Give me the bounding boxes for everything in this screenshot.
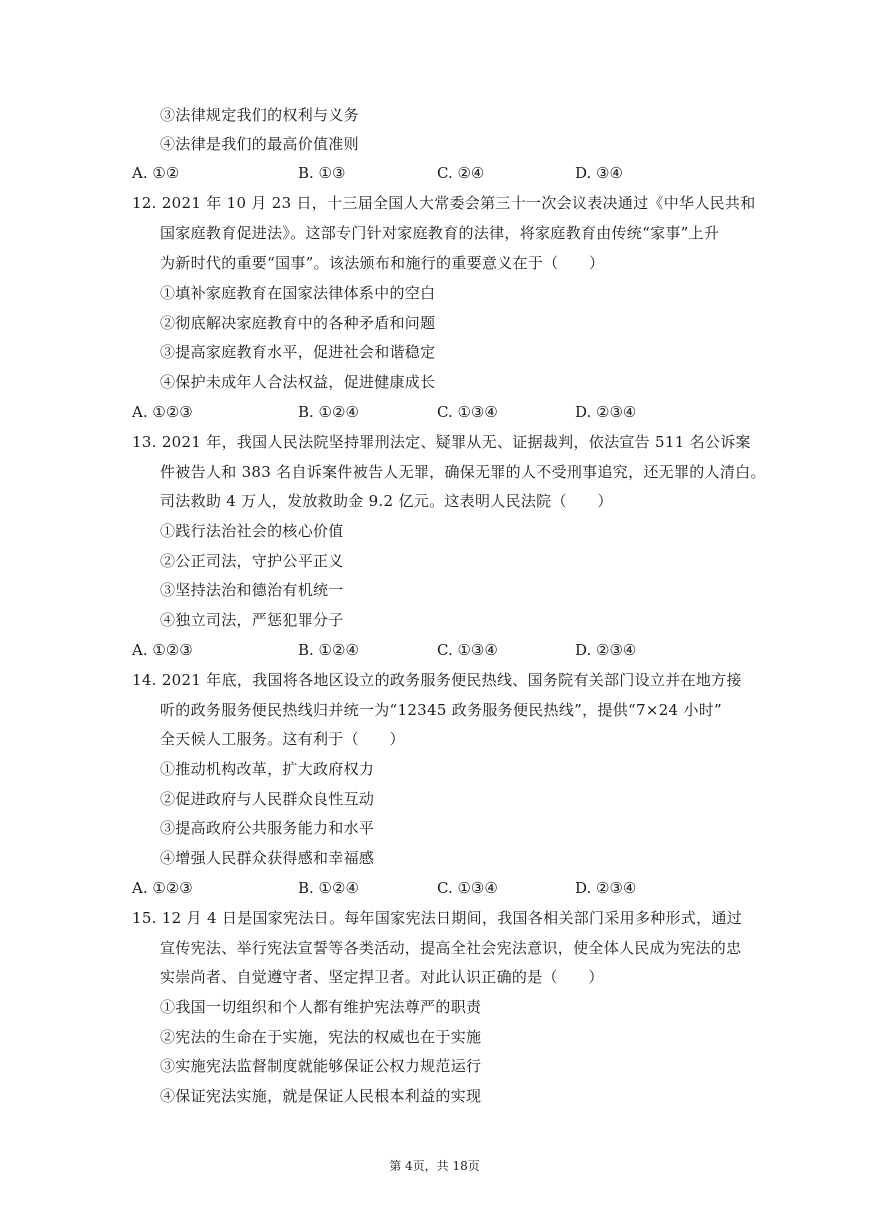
- q11-item-3: ③法律规定我们的权利与义务: [160, 106, 359, 124]
- q15-stem-line-3: 实崇尚者、自觉遵守者、坚定捍卫者。对此认识正确的是（ ）: [160, 968, 604, 986]
- q12-stem-line-1: 12. 2021 年 10 月 23 日，十三届全国人大常委会第三十一次会议表决通过《中华人民共和: [132, 194, 756, 212]
- option-a: A. ①②③: [132, 879, 193, 897]
- q12-stem-line-2: 国家庭教育促进法》。这部专门针对家庭教育的法律，将家庭教育由传统“家事”上升: [160, 224, 720, 242]
- option-a: A. ①②: [132, 164, 180, 182]
- q14-item-2: ②促进政府与人民群众良性互动: [160, 790, 375, 808]
- q14-item-1: ①推动机构改革，扩大政府权力: [160, 760, 375, 778]
- q14-item-3: ③提高政府公共服务能力和水平: [160, 819, 375, 837]
- q13-item-3: ③坚持法治和德治有机统一: [160, 581, 344, 599]
- option-b: B. ①②④: [298, 403, 359, 421]
- option-a: A. ①②③: [132, 641, 193, 659]
- q11-options: [132, 163, 732, 183]
- q14-stem-line-2: 听的政务服务便民热线归并统一为“12345 政务服务便民热线”，提供“7×24 小时”: [160, 701, 723, 719]
- q12-stem-line-3: 为新时代的重要“国事”。该法颁布和施行的重要意义在于（ ）: [160, 254, 605, 272]
- q15-item-3: ③实施宪法监督制度就能够保证公权力规范运行: [160, 1057, 482, 1075]
- q13-item-1: ①践行法治社会的核心价值: [160, 522, 344, 540]
- q12-options: [132, 402, 732, 422]
- option-c: C. ①③④: [437, 403, 498, 421]
- q14-options: [132, 878, 732, 898]
- q13-options: [132, 640, 732, 660]
- q12-item-4: ④保护未成年人合法权益，促进健康成长: [160, 373, 436, 391]
- option-c: C. ①③④: [437, 641, 498, 659]
- option-c: C. ②④: [437, 164, 485, 182]
- option-d: D. ②③④: [575, 641, 637, 659]
- q13-item-4: ④独立司法，严惩犯罪分子: [160, 611, 344, 629]
- q13-item-2: ②公正司法，守护公平正义: [160, 552, 344, 570]
- q15-stem-line-1: 15. 12 月 4 日是国家宪法日。每年国家宪法日期间，我国各相关部门采用多种形式，通过: [132, 909, 743, 927]
- q12-item-1: ①填补家庭教育在国家法律体系中的空白: [160, 284, 436, 302]
- q13-stem-line-3: 司法救助 4 万人，发放救助金 9.2 亿元。这表明人民法院（ ）: [160, 492, 613, 510]
- page-footer: 第 4页，共 18页: [389, 1159, 480, 1173]
- option-b: B. ①③: [298, 164, 346, 182]
- option-d: D. ③④: [575, 164, 623, 182]
- option-a: A. ①②③: [132, 403, 193, 421]
- option-d: D. ②③④: [575, 403, 637, 421]
- q13-stem-line-2: 件被告人和 383 名自诉案件被告人无罪，确保无罪的人不受刑事追究，还无罪的人清白。: [160, 463, 766, 481]
- q11-item-4: ④法律是我们的最高价值准则: [160, 135, 359, 153]
- q15-stem-line-2: 宣传宪法、举行宪法宣誓等各类活动，提高全社会宪法意识，使全体人民成为宪法的忠: [160, 939, 742, 957]
- option-b: B. ①②④: [298, 879, 359, 897]
- option-d: D. ②③④: [575, 879, 637, 897]
- q14-item-4: ④增强人民群众获得感和幸福感: [160, 849, 375, 867]
- q15-item-4: ④保证宪法实施，就是保证人民根本利益的实现: [160, 1087, 482, 1105]
- q12-item-2: ②彻底解决家庭教育中的各种矛盾和问题: [160, 314, 436, 332]
- q12-item-3: ③提高家庭教育水平，促进社会和谐稳定: [160, 343, 436, 361]
- q13-stem-line-1: 13. 2021 年，我国人民法院坚持罪刑法定、疑罪从无、证据裁判，依法宣告 511 名公诉案: [132, 433, 751, 451]
- q15-item-2: ②宪法的生命在于实施，宪法的权威也在于实施: [160, 1028, 482, 1046]
- q14-stem-line-1: 14. 2021 年底，我国将各地区设立的政务服务便民热线、国务院有关部门设立并在地方接: [132, 671, 742, 689]
- q14-stem-line-3: 全天候人工服务。这有利于（ ）: [160, 730, 405, 748]
- option-c: C. ①③④: [437, 879, 498, 897]
- q15-item-1: ①我国一切组织和个人都有维护宪法尊严的职责: [160, 998, 482, 1016]
- option-b: B. ①②④: [298, 641, 359, 659]
